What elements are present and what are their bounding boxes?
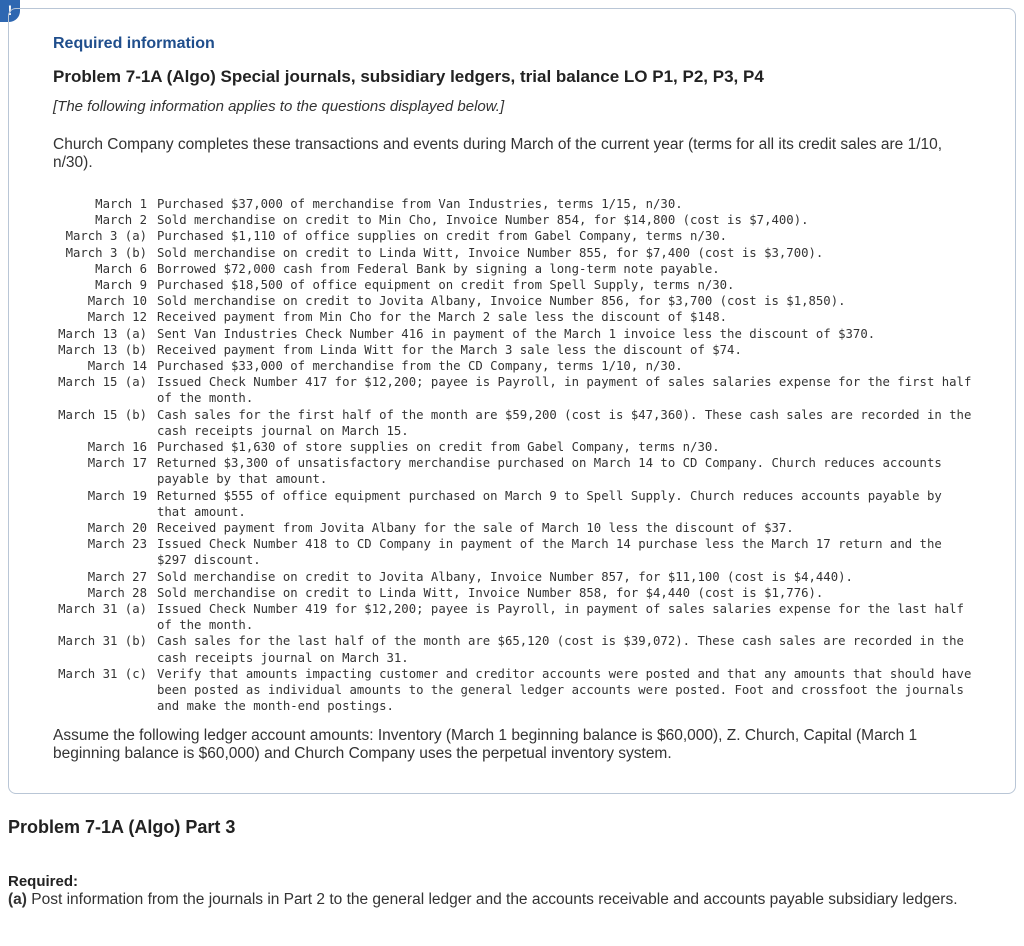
assumption-text: Assume the following ledger account amounts: Inventory (March 1 beginning balance is $60,000), Z. Church, Capital (March 1 beginning balance is $60,000) and Church Company uses the perpetual inventory system. — [53, 727, 918, 762]
transaction-text: Sold merchandise on credit to Linda Witt, Invoice Number 858, for $4,440 (cost is $1,776). — [157, 585, 824, 600]
transaction-date: March 31 (b) — [58, 634, 147, 649]
transaction-text: Purchased $1,110 of office supplies on credit from Gabel Company, terms n/30. — [157, 229, 728, 244]
transaction-row — [0, 228, 1024, 244]
transaction-date: March 13 (b) — [58, 342, 147, 357]
transaction-row — [0, 261, 1024, 277]
transaction-date: March 14 — [87, 359, 147, 374]
transaction-row — [0, 666, 1024, 715]
transaction-row — [0, 585, 1024, 601]
transaction-date: March 2 — [95, 213, 147, 228]
transaction-date: March 9 — [95, 278, 147, 293]
transaction-text: Returned $555 of office equipment purchased on March 9 to Spell Supply. Church reduces accounts payable by that amount. — [157, 488, 942, 519]
part-title: Problem 7-1A (Algo) Part 3 — [8, 817, 236, 837]
transaction-text: Issued Check Number 419 for $12,200; payee is Payroll, in payment of sales salaries expense for the last half of the month. — [157, 602, 964, 633]
transaction-row — [0, 293, 1024, 309]
transaction-row — [0, 309, 1024, 325]
transaction-row — [0, 407, 1024, 439]
required-label: Required: — [8, 873, 79, 890]
transaction-date: March 15 (b) — [58, 407, 147, 422]
transaction-date: March 13 (a) — [58, 326, 147, 341]
transaction-text: Sold merchandise on credit to Jovita Albany, Invoice Number 856, for $3,700 (cost is $1,850). — [157, 294, 846, 309]
transaction-text: Sold merchandise on credit to Linda Witt, Invoice Number 855, for $7,400 (cost is $3,700). — [157, 245, 824, 260]
transaction-text: Sent Van Industries Check Number 416 in payment of the March 1 invoice less the discount of $370. — [157, 326, 876, 341]
transaction-text: Received payment from Min Cho for the March 2 sale less the discount of $148. — [157, 310, 728, 325]
problem-title: Problem 7-1A (Algo) Special journals, subsidiary ledgers, trial balance LO P1, P2, P3, P4 — [53, 67, 764, 86]
transaction-date: March 6 — [95, 261, 147, 276]
transaction-date: March 31 (c) — [58, 666, 147, 681]
transaction-row — [0, 374, 1024, 406]
transaction-text: Returned $3,300 of unsatisfactory merchandise purchased on March 14 to CD Company. Church reduces accounts payable by that amount. — [157, 456, 942, 487]
transaction-text: Cash sales for the last half of the month are $65,120 (cost is $39,072). These cash sales are recorded in the cash receipts journal on March 31. — [157, 634, 964, 665]
transaction-row — [0, 488, 1024, 520]
transaction-row — [0, 439, 1024, 455]
transaction-date: March 3 (a) — [65, 229, 147, 244]
transaction-text: Sold merchandise on credit to Min Cho, Invoice Number 854, for $14,800 (cost is $7,400). — [157, 213, 809, 228]
transaction-row — [0, 196, 1024, 212]
transaction-row — [0, 455, 1024, 487]
transaction-date: March 3 (b) — [65, 245, 147, 260]
transaction-text: Sold merchandise on credit to Jovita Albany, Invoice Number 857, for $11,100 (cost is $4,440). — [157, 569, 853, 584]
task-text: Post information from the journals in Part 2 to the general ledger and the accounts receivable and accounts payable subsidiary ledgers. — [31, 891, 958, 908]
transaction-date: March 10 — [87, 294, 147, 309]
transaction-text: Purchased $37,000 of merchandise from Van Industries, terms 1/15, n/30. — [157, 197, 683, 211]
transaction-date: March 28 — [87, 585, 147, 600]
transaction-date: March 23 — [87, 537, 147, 552]
transaction-text: Purchased $33,000 of merchandise from the CD Company, terms 1/10, n/30. — [157, 359, 683, 374]
transaction-row — [0, 569, 1024, 585]
transaction-date: March 31 (a) — [58, 602, 147, 617]
transaction-row — [0, 358, 1024, 374]
intro-text: Church Company completes these transactions and events during March of the current year (terms for all its credit sales are 1/10, n/30). — [53, 136, 943, 171]
alert-icon: ! — [0, 0, 20, 22]
required-information-heading: Required information — [53, 35, 215, 52]
transaction-date: March 16 — [87, 440, 147, 455]
transaction-date: March 12 — [87, 310, 147, 325]
transaction-text: Issued Check Number 418 to CD Company in payment of the March 14 purchase less the March 17 return and the $297 discount. — [157, 537, 942, 568]
transaction-row — [0, 245, 1024, 261]
transaction-row — [0, 601, 1024, 633]
transaction-row — [0, 277, 1024, 293]
task-instruction — [8, 891, 998, 909]
transaction-row — [0, 212, 1024, 228]
transaction-date: March 17 — [87, 456, 147, 471]
transaction-date: March 19 — [87, 488, 147, 503]
transaction-list — [0, 196, 1024, 715]
transaction-text: Received payment from Linda Witt for the March 3 sale less the discount of $74. — [157, 342, 742, 357]
transaction-text: Borrowed $72,000 cash from Federal Bank by signing a long-term note payable. — [157, 261, 720, 276]
transaction-text: Purchased $18,500 of office equipment on credit from Spell Supply, terms n/30. — [157, 278, 735, 293]
transaction-date: March 20 — [87, 521, 147, 536]
transaction-date: March 15 (a) — [58, 375, 147, 390]
info-note: [The following information applies to the questions displayed below.] — [53, 98, 505, 115]
transaction-date: March 27 — [87, 569, 147, 584]
task-label: (a) — [8, 891, 27, 908]
transaction-text: Issued Check Number 417 for $12,200; payee is Payroll, in payment of sales salaries expense for the first half of the month. — [157, 375, 972, 406]
transaction-row — [0, 342, 1024, 358]
transaction-date: March 1 — [95, 197, 147, 211]
transaction-row — [0, 326, 1024, 342]
transaction-row — [0, 633, 1024, 665]
transaction-text: Cash sales for the first half of the month are $59,200 (cost is $47,360). These cash sales are recorded in the cash receipts journal on March 15. — [157, 407, 972, 438]
transaction-text: Purchased $1,630 of store supplies on credit from Gabel Company, terms n/30. — [157, 440, 720, 455]
transaction-row — [0, 536, 1024, 568]
transaction-text: Verify that amounts impacting customer and creditor accounts were posted and that any amounts that should have been posted as individual amounts to the general ledger accounts were posted. Foot and crossfoot the journals and make the month-end postings. — [157, 666, 972, 714]
transaction-row — [0, 520, 1024, 536]
transaction-text: Received payment from Jovita Albany for the sale of March 10 less the discount of $37. — [157, 521, 794, 536]
